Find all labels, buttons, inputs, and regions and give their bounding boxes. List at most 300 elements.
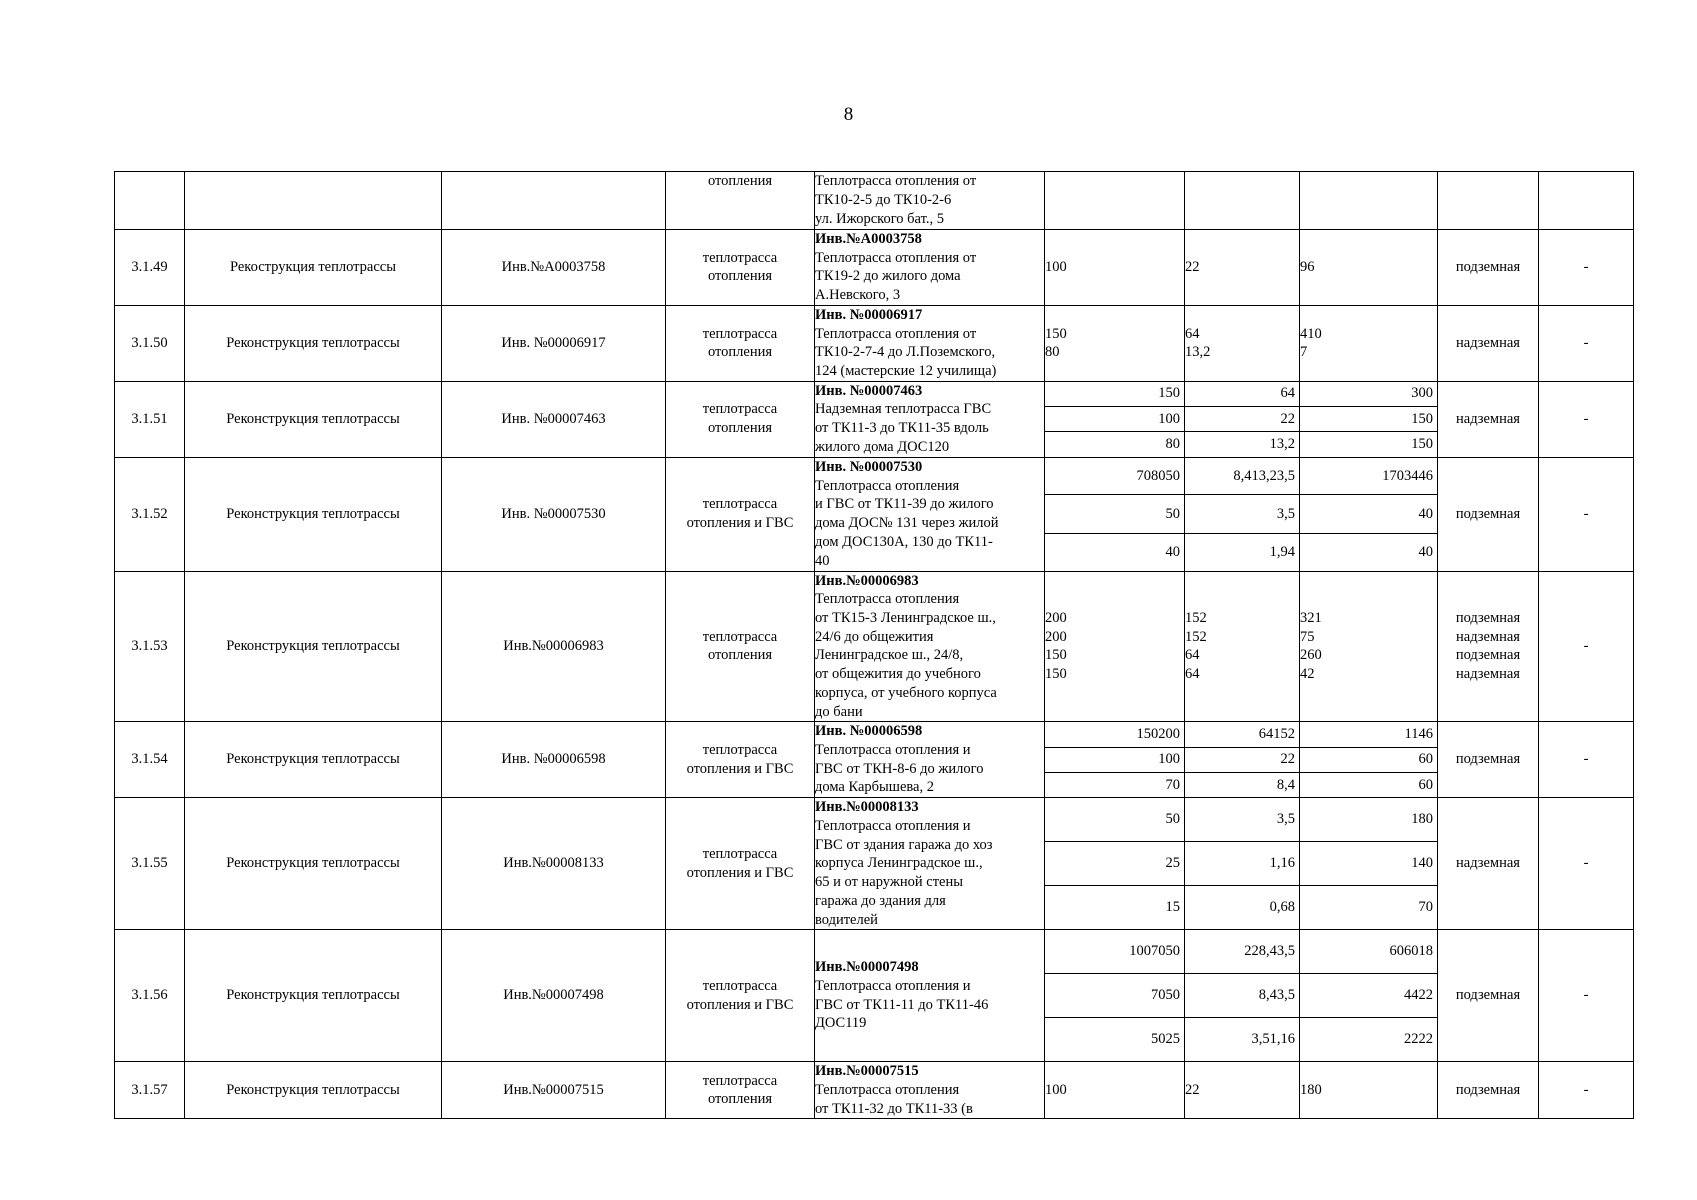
- network-type-line: отопления: [707, 1091, 773, 1108]
- mass-subtable: [1185, 458, 1299, 571]
- note: -: [1539, 457, 1634, 571]
- length-subrow: [1300, 1018, 1437, 1061]
- network-type: [666, 1062, 815, 1119]
- description: [815, 305, 1045, 381]
- diameter-subrow: [1045, 533, 1184, 570]
- mass-cell: [1185, 722, 1300, 798]
- mass-cell: [1185, 230, 1300, 306]
- length-value: 410: [1300, 325, 1322, 342]
- description-line: 40: [815, 552, 830, 569]
- description-line: дом ДОС130А, 130 до ТК11-: [815, 533, 993, 550]
- mass-cell: [1185, 305, 1300, 381]
- description-line: Теплотрасса отопления от: [815, 325, 977, 342]
- description-line: дома Карбышева, 2: [815, 779, 934, 796]
- description-inventory: Инв.№00007515: [815, 1063, 919, 1080]
- row-number: 3.1.53: [115, 571, 185, 722]
- diameter-lines: [1045, 258, 1184, 277]
- placement: [1438, 457, 1539, 571]
- row-number: 3.1.56: [115, 930, 185, 1062]
- length-value: 70: [1418, 899, 1433, 916]
- network-type-line: отопления и ГВС: [686, 760, 794, 777]
- network-type: [666, 172, 815, 230]
- work-name: Реконструкция теплотрассы: [185, 722, 442, 798]
- description: [815, 930, 1045, 1062]
- description-line: ТК19-2 до жилого дома: [815, 268, 961, 285]
- table-row: [115, 798, 1634, 930]
- description-line: Ленинградское ш., 24/8,: [815, 647, 964, 664]
- table-row: [115, 722, 1634, 798]
- description-line: корпуса Ленинградское ш.,: [815, 855, 983, 872]
- mass-value: 3,5: [1251, 1031, 1270, 1048]
- table-row: [115, 571, 1634, 722]
- length-subrow: [1300, 406, 1437, 431]
- mass-cell: [1185, 571, 1300, 722]
- length-group: [1300, 747, 1437, 772]
- diameter-group: [1045, 747, 1184, 772]
- diameter-value: 50: [1165, 467, 1180, 484]
- network-type-line: теплотрасса: [702, 325, 778, 342]
- diameter-value: 150: [1045, 647, 1067, 664]
- length-subtable: [1300, 722, 1437, 797]
- diameter-value: 50: [1151, 1031, 1166, 1048]
- network-type-line: теплотрасса: [702, 978, 778, 995]
- note: -: [1539, 798, 1634, 930]
- diameter-value: 100: [1129, 943, 1151, 960]
- mass-group: [1185, 930, 1299, 973]
- note: -: [1539, 930, 1634, 1062]
- mass-cell: [1185, 172, 1300, 230]
- length-value: 170: [1382, 467, 1404, 484]
- work-name: Реконструкция теплотрассы: [185, 381, 442, 457]
- network-type-line: отопления: [707, 647, 773, 664]
- description-line: 124 (мастерские 12 училища): [815, 362, 997, 379]
- diameter-value: 150: [1045, 666, 1067, 683]
- length-group: [1300, 930, 1437, 973]
- description: [815, 571, 1045, 722]
- description-line: Надземная теплотрасса ГВС: [815, 401, 992, 418]
- mass-subtable: [1185, 798, 1299, 929]
- length-lines: [1300, 325, 1437, 362]
- mass-subrow: [1185, 1018, 1299, 1061]
- network-type-lines: [666, 1072, 814, 1109]
- diameter-group: [1045, 533, 1184, 570]
- mass-subrow: [1185, 432, 1299, 457]
- length-cell: [1300, 305, 1438, 381]
- diameter-cell: [1045, 305, 1185, 381]
- description-line: ТК10-2-5 до ТК10-2-6: [815, 192, 952, 209]
- mass-value: 22: [1185, 1081, 1200, 1098]
- table-row: [115, 230, 1634, 306]
- mass-subrow: [1185, 930, 1299, 973]
- placement-value: подземная: [1455, 1081, 1521, 1098]
- network-type-lines: [666, 400, 814, 437]
- mass-cell: [1185, 457, 1300, 571]
- diameter-subrow: [1045, 495, 1184, 533]
- length-value: 60: [1389, 943, 1404, 960]
- length-subrow: [1300, 533, 1437, 570]
- diameter-cell: [1045, 1062, 1185, 1119]
- diameter-subrow: [1045, 1018, 1184, 1061]
- inventory-number: Инв.№00008133: [442, 798, 666, 930]
- table-row: [115, 1062, 1634, 1119]
- length-group: [1300, 406, 1437, 431]
- diameter-value: 80: [1151, 467, 1166, 484]
- mass-value: 152: [1185, 610, 1207, 627]
- inventory-number: Инв.№00007498: [442, 930, 666, 1062]
- description-inventory: Инв.№00007498: [815, 959, 919, 976]
- work-name: Реконструкция теплотрассы: [185, 930, 442, 1062]
- description-inventory: Инв.№А0003758: [815, 231, 922, 247]
- mass-group: [1185, 432, 1299, 457]
- diameter-cell: [1045, 930, 1185, 1062]
- length-subtable: [1300, 458, 1437, 571]
- placement-value: подземная: [1455, 610, 1521, 627]
- length-value: 22: [1404, 1031, 1419, 1048]
- placement-value: подземная: [1455, 505, 1521, 522]
- length-subrow: [1300, 382, 1437, 407]
- network-type-line: отопления: [707, 173, 773, 189]
- diameter-subtable: [1045, 722, 1184, 797]
- length-subrow: [1300, 886, 1437, 929]
- placement-lines: [1438, 1081, 1538, 1100]
- row-number: 3.1.57: [115, 1062, 185, 1119]
- description-line: Теплотрасса отопления от: [815, 173, 977, 190]
- network-type-line: теплотрасса: [702, 496, 778, 513]
- diameter-group: [1045, 495, 1184, 533]
- mass-value: 22: [1280, 751, 1295, 768]
- diameter-value: 150200: [1136, 726, 1180, 743]
- network-type-line: отопления: [707, 420, 773, 437]
- mass-value: 8,4: [1258, 987, 1277, 1004]
- placement: [1438, 305, 1539, 381]
- length-value: 7: [1300, 344, 1308, 361]
- note: -: [1539, 1062, 1634, 1119]
- length-value: 34: [1404, 467, 1419, 484]
- description: [815, 230, 1045, 306]
- note: [1539, 172, 1634, 230]
- placement: [1438, 798, 1539, 930]
- diameter-value: 80: [1165, 436, 1180, 453]
- length-value: 180: [1411, 811, 1433, 828]
- mass-value: 22: [1280, 410, 1295, 427]
- description-line: 24/6 до общежития: [815, 628, 934, 645]
- description-line: до бани: [815, 703, 863, 720]
- mass-value: 64: [1185, 666, 1200, 683]
- network-type-line: отопления и ГВС: [686, 864, 794, 881]
- inventory-number: Инв.№00007515: [442, 1062, 666, 1119]
- length-value: 180: [1300, 1081, 1322, 1098]
- diameter-value: 80: [1045, 344, 1060, 361]
- length-subtable: [1300, 930, 1437, 1061]
- length-group: [1300, 1018, 1437, 1061]
- note: -: [1539, 305, 1634, 381]
- length-value: 1146: [1404, 726, 1433, 743]
- length-group: [1300, 772, 1437, 797]
- description-line: ул. Ижорского бат., 5: [815, 210, 944, 227]
- mass-value: 8,4: [1233, 467, 1252, 484]
- mass-value: 1,94: [1269, 543, 1295, 560]
- length-value: 140: [1411, 855, 1433, 872]
- diameter-subrow: [1045, 722, 1184, 747]
- description-line: Теплотрасса отопления: [815, 477, 960, 494]
- description-line: ГВС от ТК11-11 до ТК11-46: [815, 996, 989, 1013]
- mass-value: 3,5: [1276, 987, 1295, 1004]
- placement-lines: [1438, 854, 1538, 873]
- length-value: 42: [1300, 666, 1315, 683]
- description-line: Теплотрасса отопления: [815, 1081, 960, 1098]
- description-line: Теплотрасса отопления и: [815, 742, 971, 759]
- placement-value: подземная: [1455, 647, 1521, 664]
- mass-cell: [1185, 381, 1300, 457]
- length-lines: [1300, 609, 1437, 684]
- mass-subrow: [1185, 974, 1299, 1018]
- network-type-lines: [666, 977, 814, 1014]
- network-type-line: отопления и ГВС: [686, 515, 794, 532]
- diameter-subtable: [1045, 458, 1184, 571]
- mass-group: [1185, 722, 1299, 747]
- length-subrow: [1300, 747, 1437, 772]
- row-number: [115, 172, 185, 230]
- mass-cell: [1185, 930, 1300, 1062]
- network-type-lines: [666, 845, 814, 882]
- length-cell: [1300, 1062, 1438, 1119]
- description-line: жилого дома ДОС120: [815, 438, 950, 455]
- diameter-value: 50: [1165, 987, 1180, 1004]
- description-line: Теплотрасса отопления и: [815, 978, 971, 995]
- mass-value: 8,4: [1276, 776, 1295, 793]
- mass-group: [1185, 886, 1299, 929]
- mass-value: 13,2: [1251, 467, 1277, 484]
- mass-value: 64152: [1258, 726, 1295, 743]
- mass-subrow: [1185, 772, 1299, 797]
- network-type: [666, 381, 815, 457]
- network-type-lines: [666, 249, 814, 286]
- description-inventory: Инв. №00007530: [815, 459, 923, 476]
- placement-value: подземная: [1455, 751, 1521, 768]
- diameter-group: [1045, 798, 1184, 841]
- placement-value: надземная: [1456, 628, 1520, 645]
- mass-subrow: [1185, 495, 1299, 533]
- mass-group: [1185, 1018, 1299, 1061]
- work-name: Реконструкция теплотрассы: [185, 1062, 442, 1119]
- diameter-subrow: [1045, 798, 1184, 841]
- diameter-value: 15: [1165, 899, 1180, 916]
- row-number: 3.1.54: [115, 722, 185, 798]
- length-value: 60: [1404, 943, 1419, 960]
- inventory-number: Инв. №00007530: [442, 457, 666, 571]
- diameter-group: [1045, 974, 1184, 1018]
- mass-value: 152: [1185, 628, 1207, 645]
- diameter-subrow: [1045, 747, 1184, 772]
- length-group: [1300, 842, 1437, 886]
- mass-value: 8,4: [1258, 943, 1277, 960]
- placement-value: надземная: [1456, 666, 1520, 683]
- network-type-line: отопления: [707, 268, 773, 285]
- length-group: [1300, 886, 1437, 929]
- placement-value: надземная: [1456, 410, 1520, 427]
- description-line: Теплотрасса отопления и: [815, 817, 971, 834]
- placement: [1438, 722, 1539, 798]
- table-row: [115, 930, 1634, 1062]
- diameter-group: [1045, 772, 1184, 797]
- mass-subrow: [1185, 382, 1299, 407]
- description: [815, 381, 1045, 457]
- diameter-group: [1045, 842, 1184, 886]
- diameter-subrow: [1045, 772, 1184, 797]
- note: -: [1539, 230, 1634, 306]
- row-number: 3.1.51: [115, 381, 185, 457]
- diameter-subrow: [1045, 432, 1184, 457]
- diameter-value: 70: [1165, 776, 1180, 793]
- mass-subtable: [1185, 382, 1299, 457]
- mass-subrow: [1185, 406, 1299, 431]
- description: [815, 798, 1045, 930]
- description-line: гаража до здания для: [815, 892, 946, 909]
- placement-lines: [1438, 750, 1538, 769]
- placement-lines: [1438, 609, 1538, 684]
- length-lines: [1300, 258, 1437, 277]
- mass-lines: [1185, 258, 1299, 277]
- placement-lines: [1438, 986, 1538, 1005]
- work-name: Реконструкция теплотрассы: [185, 571, 442, 722]
- diameter-value: 70: [1151, 943, 1166, 960]
- diameter-value: 25: [1165, 1031, 1180, 1048]
- mass-value: 13,2: [1185, 344, 1211, 361]
- description-inventory: Инв. №00006598: [815, 723, 923, 740]
- mass-value: 22: [1185, 259, 1200, 276]
- mass-group: [1185, 974, 1299, 1018]
- network-type: [666, 457, 815, 571]
- mass-lines: [1185, 1081, 1299, 1100]
- length-value: 40: [1418, 543, 1433, 560]
- placement: [1438, 230, 1539, 306]
- length-subrow: [1300, 842, 1437, 886]
- length-cell: [1300, 571, 1438, 722]
- length-subrow: [1300, 930, 1437, 973]
- description-line: и ГВС от ТК11-39 до жилого: [815, 496, 994, 513]
- length-subtable: [1300, 798, 1437, 929]
- network-type-line: отопления: [707, 344, 773, 361]
- length-cell: [1300, 381, 1438, 457]
- diameter-value: 100: [1158, 751, 1180, 768]
- length-value: 260: [1300, 647, 1322, 664]
- description-inventory: Инв. №00007463: [815, 382, 923, 399]
- diameter-cell: [1045, 457, 1185, 571]
- mass-value: 3,5: [1276, 505, 1295, 522]
- inventory-number: Инв. №00006917: [442, 305, 666, 381]
- description-line: водителей: [815, 911, 878, 928]
- diameter-value: 150: [1158, 385, 1180, 402]
- length-value: 22: [1418, 987, 1433, 1004]
- length-value: 18: [1418, 943, 1433, 960]
- length-value: 60: [1418, 751, 1433, 768]
- length-value: 96: [1300, 259, 1315, 276]
- description-line: от ТК11-3 до ТК11-35 вдоль: [815, 420, 989, 437]
- description-line: ГВС от ТКН-8-6 до жилого: [815, 760, 984, 777]
- description-line: ТК10-2-7-4 до Л.Поземского,: [815, 344, 996, 361]
- length-group: [1300, 432, 1437, 457]
- length-cell: [1300, 457, 1438, 571]
- length-subrow: [1300, 722, 1437, 747]
- network-type-line: теплотрасса: [702, 846, 778, 863]
- placement-value: надземная: [1456, 855, 1520, 872]
- length-value: 40: [1418, 505, 1433, 522]
- length-value: 150: [1411, 410, 1433, 427]
- mass-lines: [1185, 609, 1299, 684]
- diameter-value: 50: [1165, 943, 1180, 960]
- mass-value: 64: [1185, 325, 1200, 342]
- mass-group: [1185, 382, 1299, 407]
- length-group: [1300, 458, 1437, 495]
- length-group: [1300, 533, 1437, 570]
- network-type: [666, 230, 815, 306]
- row-number: 3.1.49: [115, 230, 185, 306]
- diameter-subrow: [1045, 842, 1184, 886]
- length-lines: [1300, 1081, 1437, 1100]
- placement-lines: [1438, 334, 1538, 353]
- network-type-lines: [666, 172, 814, 191]
- mass-value: 64: [1185, 647, 1200, 664]
- length-subrow: [1300, 432, 1437, 457]
- length-value: 60: [1418, 776, 1433, 793]
- length-value: 150: [1411, 436, 1433, 453]
- mass-value: 3,5: [1276, 943, 1295, 960]
- mass-subrow: [1185, 886, 1299, 929]
- description: [815, 1062, 1045, 1119]
- diameter-subrow: [1045, 974, 1184, 1018]
- length-cell: [1300, 722, 1438, 798]
- mass-value: 3,5: [1276, 467, 1295, 484]
- work-name: Рекострукция теплотрассы: [185, 230, 442, 306]
- placement-lines: [1438, 410, 1538, 429]
- mass-lines: [1185, 325, 1299, 362]
- diameter-cell: [1045, 722, 1185, 798]
- mass-value: 1,16: [1269, 1031, 1295, 1048]
- length-group: [1300, 798, 1437, 841]
- length-group: [1300, 722, 1437, 747]
- row-number: 3.1.50: [115, 305, 185, 381]
- network-type-line: теплотрасса: [702, 1072, 778, 1089]
- table-row: [115, 381, 1634, 457]
- network-type-line: теплотрасса: [702, 249, 778, 266]
- network-type: [666, 798, 815, 930]
- length-value: 22: [1418, 1031, 1433, 1048]
- length-group: [1300, 382, 1437, 407]
- diameter-value: 200: [1045, 610, 1067, 627]
- network-type-line: теплотрасса: [702, 401, 778, 418]
- diameter-value: 25: [1165, 855, 1180, 872]
- description-line: от общежития до учебного: [815, 666, 981, 683]
- network-type-lines: [666, 325, 814, 362]
- mass-subtable: [1185, 930, 1299, 1061]
- network-type: [666, 930, 815, 1062]
- diameter-cell: [1045, 798, 1185, 930]
- inventory-number: Инв.№00006983: [442, 571, 666, 722]
- length-subrow: [1300, 772, 1437, 797]
- inventory-number: Инв. №00007463: [442, 381, 666, 457]
- description: [815, 722, 1045, 798]
- diameter-value: 100: [1045, 259, 1067, 276]
- diameter-value: 100: [1045, 1081, 1067, 1098]
- placement: [1438, 930, 1539, 1062]
- network-type-line: теплотрасса: [702, 742, 778, 759]
- description-inventory: Инв. №00006917: [815, 306, 923, 323]
- description-inventory: Инв.№00006983: [815, 572, 919, 589]
- length-subtable: [1300, 382, 1437, 457]
- diameter-lines: [1045, 325, 1184, 362]
- diameter-subrow: [1045, 382, 1184, 407]
- diameter-group: [1045, 382, 1184, 407]
